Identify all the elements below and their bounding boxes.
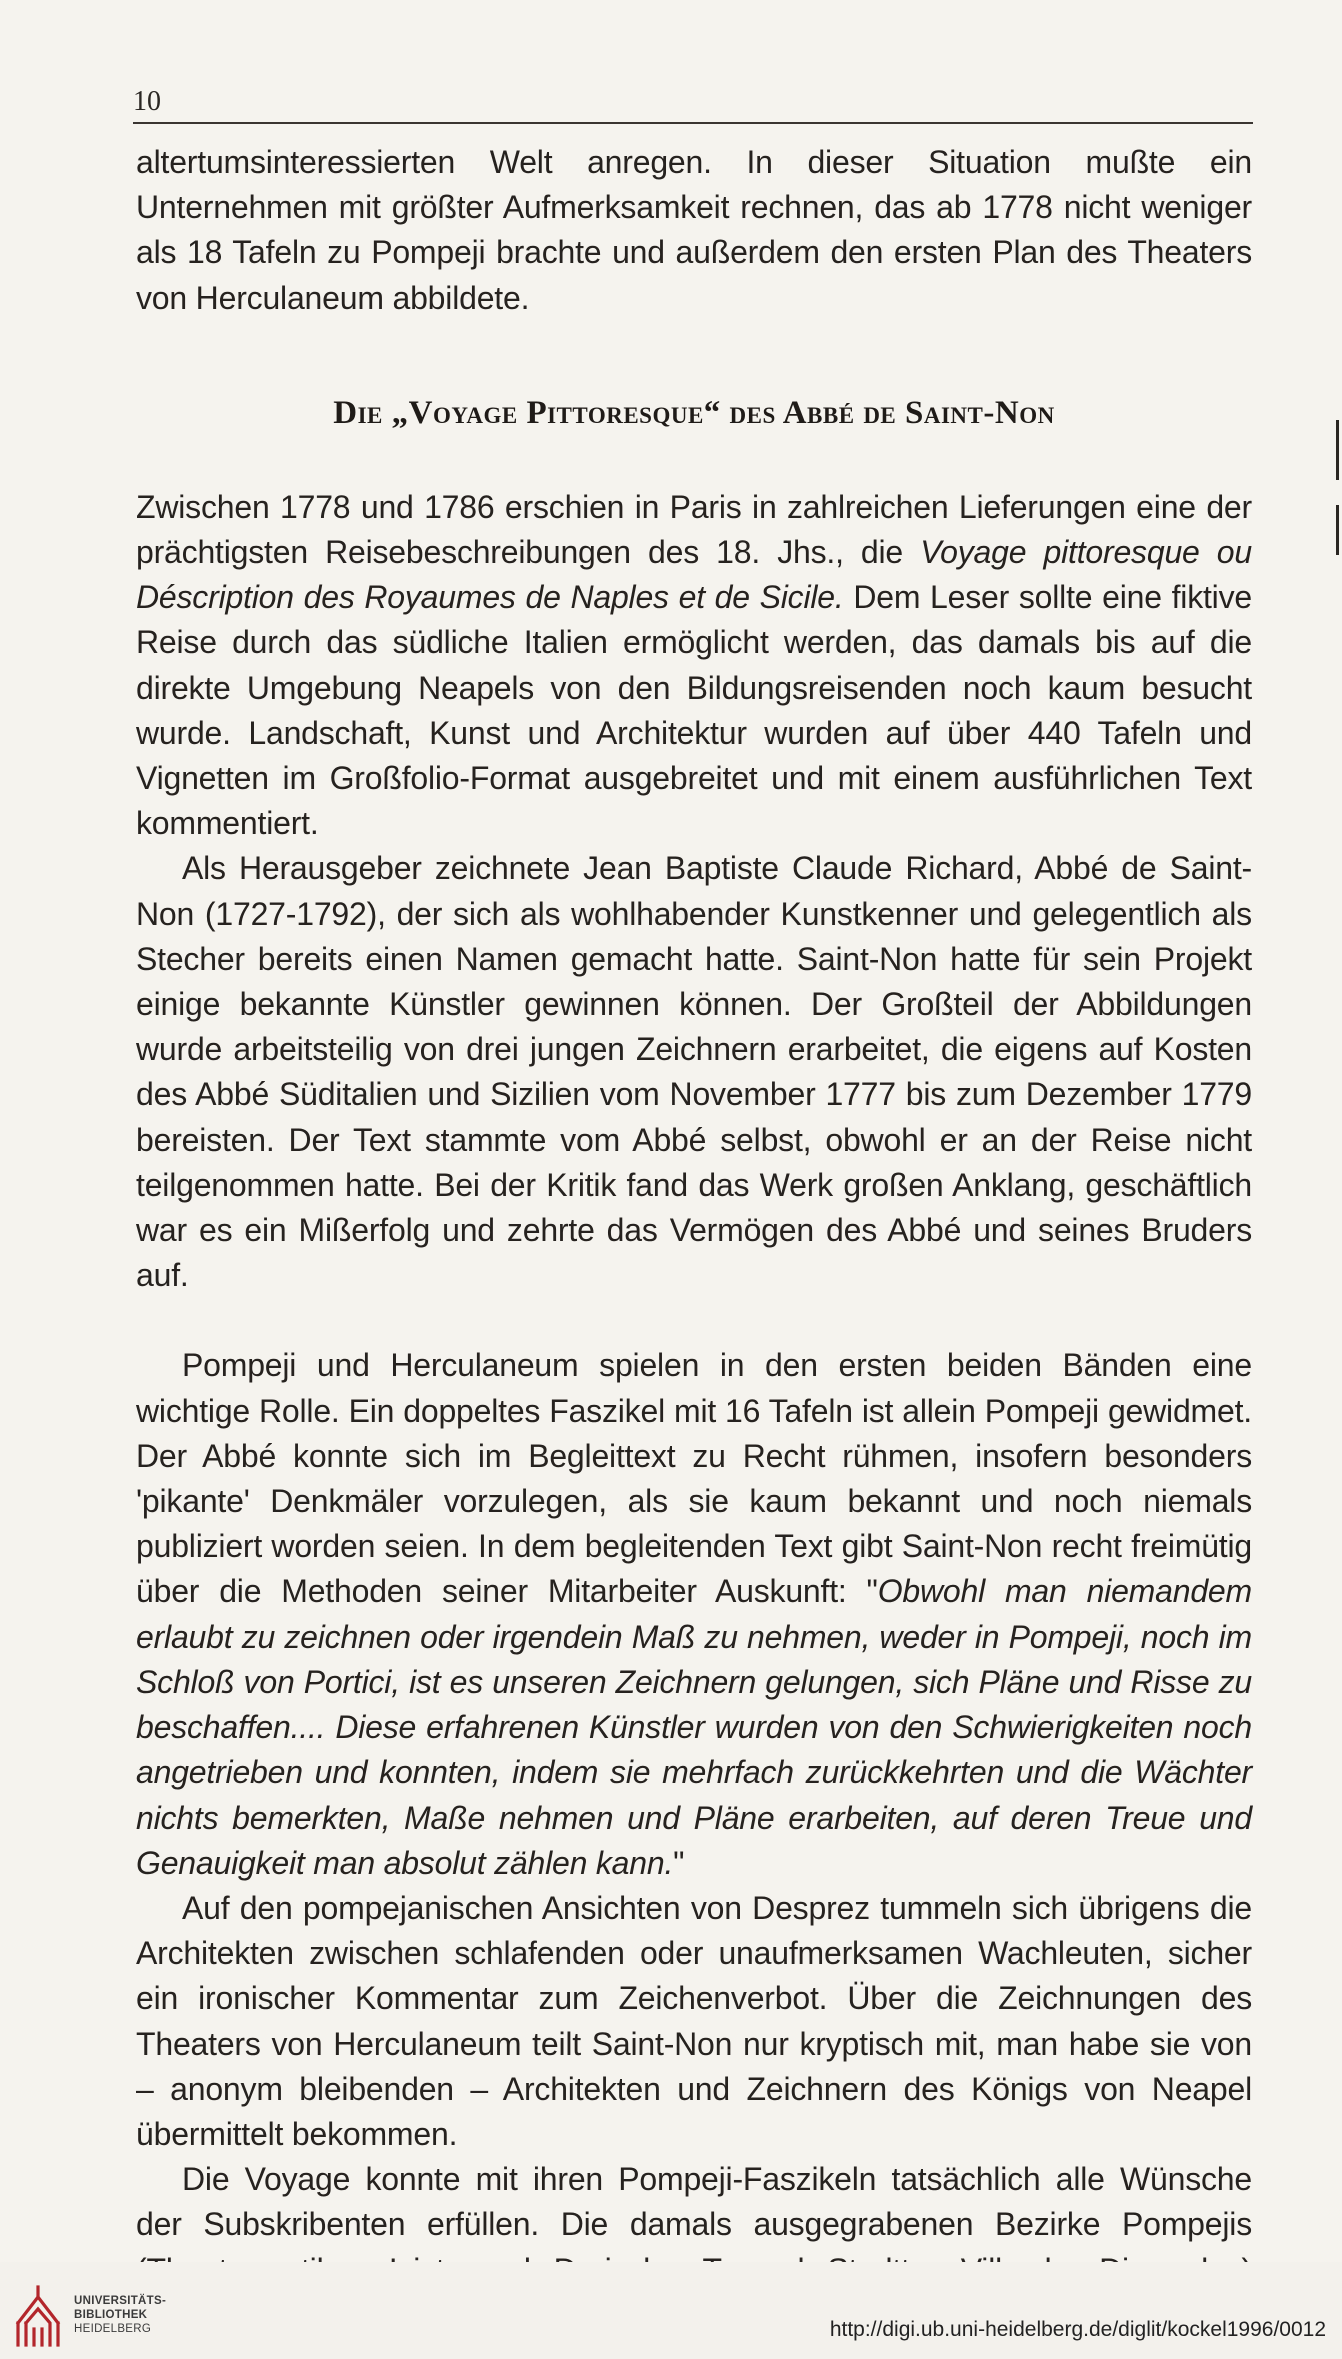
library-name bbox=[74, 2294, 166, 2336]
paragraph-text: Pompeji und Herculaneum spielen in den ersten beiden Bänden eine wichtige Rolle. Ein doppeltes Faszikel mit 16 Tafeln ist allein Pompeji gewidmet. Der Abbé konnte sich im Begleittext zu Recht rühmen, insofern besonders 'pikante' Denkmäler vorzulegen, als sie kaum bekannt und noch niemals publiziert worden seien. In dem begleitenden Text gibt Saint-Non recht freimütig über die Methoden seiner Mitarbeiter Auskunft: " bbox=[136, 1347, 1252, 1610]
library-name-line: UNIVERSITÄTS- bbox=[74, 2295, 167, 2307]
footer-bar bbox=[0, 2262, 1342, 2359]
paragraph-text: Dem Leser sollte eine fiktive Reise durch das südliche Italien ermöglicht werden, das damals bis auf die direkte Umgebung Neapels von den Bildungsreisenden noch kaum besucht wurde. Landschaft, Kunst und Architektur wurden auf über 440 Tafeln und Vignetten im Großfolio-Format ausgebreitet und mit einem ausführlichen Text kommentiert. bbox=[136, 579, 1252, 842]
book-title: Voyage pittoresque ou Déscription des Royaumes de Naples et de Sicile. bbox=[136, 534, 1252, 616]
quotation: Obwohl man niemandem erlaubt zu zeichnen oder irgendein Maß zu nehmen, weder in Pompeji, noch im Schloß von Portici, ist es unseren Zeichnern gelungen, sich Pläne und Risse zu beschaffen.... Diese erfahrenen Künstler wurden von den Schwierigkeiten noch angetrieben und konnten, indem sie mehrfach zurückkehrten und die Wächter nichts bemerkten, Maße nehmen und Pläne erarbeiten, auf deren Treue und Genauigkeit man absolut zählen kann. bbox=[136, 1573, 1252, 1881]
library-name-line: HEIDELBERG bbox=[74, 2323, 152, 2335]
paragraph-publisher: Als Herausgeber zeichnete Jean Baptiste Claude Richard, Abbé de Saint-Non (1727-1792), der sich als wohlhabender Kunstkenner und gelegentlich als Stecher bereits einen Namen gemacht hatte. Saint-Non hatte für sein Projekt einige bekannte Künstler gewinnen können. Der Großteil der Abbildungen wurde arbeitsteilig von drei jungen Zeichnern erarbeitet, die eigens auf Kosten des Abbé Süditalien und Sizilien vom November 1777 bis zum Dezember 1779 bereisten. Der Text stammte vom Abbé selbst, obwohl er an der Reise nicht teilgenommen hatte. Bei der Kritik fand das Werk großen Anklang, geschäftlich war es ein Mißerfolg und zehrte das Vermögen des Abbé und seines Bruders auf. bbox=[136, 850, 1252, 1294]
paragraph-intro bbox=[136, 485, 1252, 847]
paragraph-desprez: Auf den pompejanischen Ansichten von Desprez tummeln sich übrigens die Architekten zwischen schlafenden oder unaufmerksamen Wachleuten, sicher ein ironischer Kommentar zum Zeichenverbot. Über die Zeichnungen des Theaters von Herculaneum teilt Saint-Non nur kryptisch mit, man habe sie von – anonym bleibenden – Architekten und Zeichnern des Königs von Neapel übermittelt bekommen. bbox=[136, 1889, 1252, 2152]
header-rule bbox=[133, 122, 1253, 124]
scan-edge-mark bbox=[1336, 505, 1339, 555]
heidelberg-library-logo-icon[interactable] bbox=[14, 2283, 62, 2349]
paragraph-pompeji bbox=[136, 1343, 1252, 1885]
source-url-link[interactable]: http://digi.ub.uni-heidelberg.de/diglit/kockel1996/0012 bbox=[829, 2318, 1326, 2341]
paragraph-continuation: altertumsinteressierten Welt anregen. In dieser Situation mußte ein Unternehmen mit größter Aufmerksamkeit rechnen, das ab 1778 nicht weniger als 18 Tafeln zu Pompeji brachte und außerdem den ersten Plan des Theaters von Herculaneum abbildete. bbox=[136, 144, 1252, 316]
body-text bbox=[136, 140, 1252, 2338]
section-heading: Die „Voyage Pittoresque“ des Abbé de Saint-Non bbox=[333, 394, 1055, 431]
library-name-line: BIBLIOTHEK bbox=[74, 2309, 148, 2321]
scan-edge-mark bbox=[1336, 420, 1339, 480]
paragraph-voyage: Die Voyage konnte mit ihren Pompeji-Faszikeln tatsächlich alle Wünsche der Subskribenten erfüllen. Die damals ausgegrabenen Bezirke Pompejis bbox=[136, 2161, 1252, 2243]
page-number: 10 bbox=[133, 86, 161, 117]
paragraph-text: Zwischen 1778 und 1786 erschien in Paris in zahlreichen Lieferungen eine der prächtigsten Reisebeschreibungen des 18. Jhs., die bbox=[136, 488, 1252, 571]
closing-quote: " bbox=[673, 1844, 685, 1881]
